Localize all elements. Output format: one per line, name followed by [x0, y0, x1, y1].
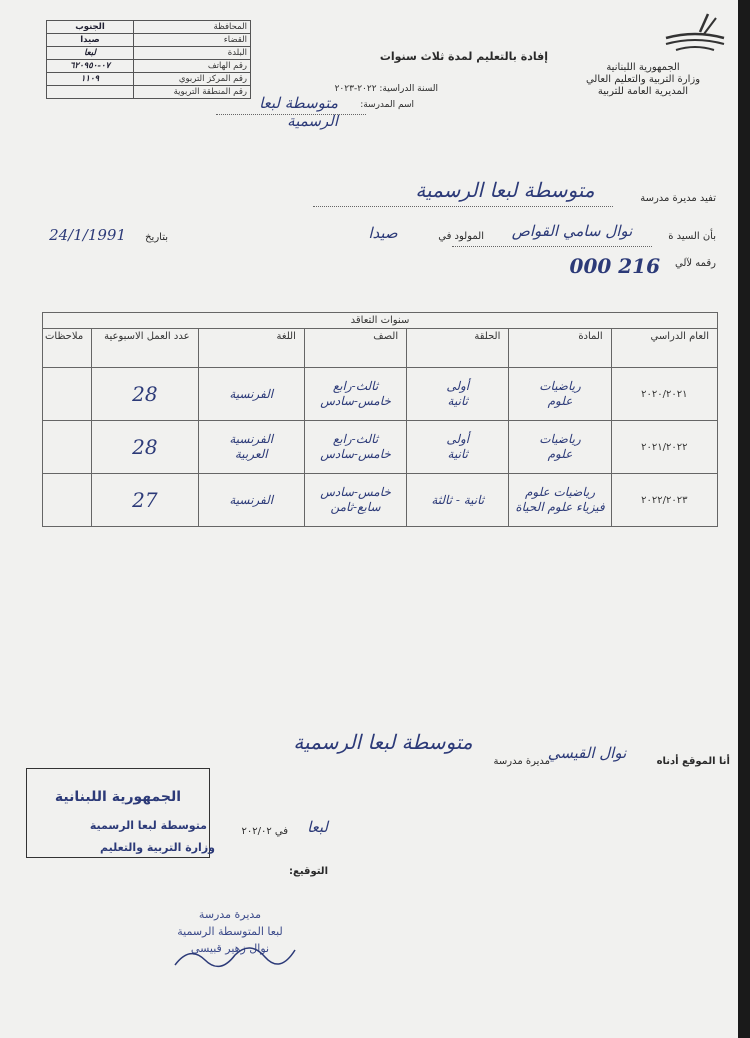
director-school-handwritten: متوسطة لبعا الرسمية [293, 730, 473, 754]
info-value: ١١٠٩ [47, 73, 134, 86]
cell-grade [304, 474, 406, 527]
school-name-line [216, 114, 366, 115]
cell-text: الفرنسية [229, 386, 274, 401]
info-value: ٠٧-٦٢٠٩٥٠ [47, 60, 134, 73]
cell-subject [509, 474, 611, 527]
official-stamp [26, 768, 215, 858]
info-value: صيدا [47, 34, 134, 47]
cell-grade [304, 368, 406, 421]
cell-text: علوم [547, 394, 573, 408]
col-header-grade: الصف [304, 329, 406, 368]
cell-cycle [407, 368, 509, 421]
info-row [47, 86, 251, 99]
cell-year: ٢٠٢٠/٢٠٢١ [611, 368, 717, 421]
info-table [46, 20, 251, 99]
teacher-name-handwritten: نوال سامي القواص [511, 222, 633, 240]
cell-text: الفرنسية [229, 432, 274, 446]
cell-text: رياضيات [539, 379, 581, 393]
footer-date-label: في ٢٠٢/٠٢ [241, 826, 288, 837]
certify-label: تفيد مديرة مدرسة [640, 193, 716, 204]
republic-label: الجمهورية اللبنانية [606, 62, 680, 73]
stamp-line-school: متوسطة لبعا الرسمية [89, 819, 207, 832]
cell-text: سابع-ثامن [330, 500, 381, 514]
date-handwritten: 24/1/1991 [49, 226, 126, 244]
cell-cycle [407, 421, 509, 474]
info-row [47, 21, 251, 34]
contract-years-table [42, 312, 718, 527]
cell-language [198, 368, 304, 421]
cell-language [198, 474, 304, 527]
info-value [47, 86, 134, 99]
name-line [452, 246, 652, 247]
number-handwritten: 216 000 [569, 254, 660, 278]
directorate-label: المديرية العامة للتربية [597, 86, 689, 97]
cell-text: ثانية - ثالثة [431, 492, 485, 507]
date-label: بتاريخ [145, 232, 168, 243]
born-place-handwritten: صيدا [368, 224, 398, 242]
cell-notes [43, 368, 92, 421]
certify-school-handwritten: متوسطة لبعا الرسمية [415, 178, 595, 202]
place-handwritten: لبعا [307, 818, 328, 836]
col-header-language: اللغة [198, 329, 304, 368]
info-value: الجنوب [47, 21, 134, 34]
cell-language [198, 421, 304, 474]
cell-hours: 28 [92, 421, 198, 474]
cell-text: الفرنسية [229, 492, 274, 507]
cell-text: رياضيات [539, 432, 581, 446]
table-row [43, 368, 718, 421]
info-row [47, 73, 251, 86]
seal-line-name: نوال زهير قبيسي [190, 942, 270, 955]
school-name-handwritten: متوسطة لبعا الرسمية [259, 94, 338, 130]
cell-hours: 28 [92, 368, 198, 421]
info-key: المحافظة [134, 21, 251, 34]
col-header-subject: المادة [509, 329, 611, 368]
stamp-line-republic: الجمهورية اللبنانية [54, 789, 182, 805]
cell-text: أولى [446, 379, 470, 393]
ministry-logo-icon [660, 10, 730, 54]
cell-text: العربية [234, 447, 268, 461]
info-value: لبعا [47, 47, 134, 60]
seal-line-school: لبعا المتوسطة الرسمية [177, 925, 283, 938]
col-header-hours: عدد العمل الاسبوعية [92, 329, 198, 368]
info-key: رقم المركز التربوي [134, 73, 251, 86]
cell-cycle [407, 474, 509, 527]
cell-grade [304, 421, 406, 474]
cell-notes [43, 474, 92, 527]
cell-text: ثالث-رابع [332, 379, 379, 393]
table-row [43, 421, 718, 474]
cell-text: خامس-سادس [320, 447, 391, 461]
school-name-label: اسم المدرسة: [360, 100, 414, 110]
info-key: رقم الهاتف [134, 60, 251, 73]
table-caption: سنوات التعاقد [43, 313, 718, 329]
cell-subject [509, 421, 611, 474]
document-title: إفادة بالتعليم لمدة ثلاث سنوات [379, 50, 548, 63]
cell-text: علوم [547, 447, 573, 461]
cell-hours: 27 [92, 474, 198, 527]
certify-line [313, 206, 613, 207]
cell-text: أولى [446, 432, 470, 446]
info-row [47, 60, 251, 73]
cell-text: ثالث-رابع [332, 432, 379, 446]
cell-year: ٢٠٢٢/٢٠٢٣ [611, 474, 717, 527]
cell-text: رياضيات علوم [524, 485, 596, 499]
col-header-cycle: الحلقة [407, 329, 509, 368]
undersigned-handwritten: نوال القيسي [547, 744, 627, 762]
undersigned-label: أنا الموقع أدناه [656, 756, 730, 767]
mr-label: بأن السيد ة [668, 231, 716, 242]
stamp-line-ministry: وزارة التربية والتعليم [100, 841, 215, 854]
cell-text: خامس-سادس [320, 485, 391, 499]
cell-year: ٢٠٢١/٢٠٢٢ [611, 421, 717, 474]
cell-text: خامس-سادس [320, 394, 391, 408]
cell-text: فيزياء علوم الحياة [515, 500, 605, 514]
born-label: المولود في [438, 231, 484, 242]
info-key: القضاء [134, 34, 251, 47]
info-row [47, 47, 251, 60]
number-label: رقمه لآلي [674, 258, 716, 269]
ministry-label: وزارة التربية والتعليم العالي [585, 74, 701, 85]
info-key: البلدة [134, 47, 251, 60]
seal-line-title: مديرة مدرسة [198, 908, 262, 921]
cell-subject [509, 368, 611, 421]
info-key: رقم المنطقة التربوية [134, 86, 251, 99]
signature-label: التوقيع: [289, 866, 328, 877]
director-label: مديرة مدرسة [493, 756, 550, 767]
col-header-year: العام الدراسي [611, 329, 717, 368]
signature-scribble-icon [170, 935, 300, 975]
header-block [568, 62, 718, 98]
info-row [47, 34, 251, 47]
col-header-notes: ملاحظات [43, 329, 92, 368]
cell-text: ثانية [447, 447, 468, 461]
academic-year-label: السنة الدراسية: ٢٠٢٢-٢٠٢٣ [334, 84, 438, 94]
table-row [43, 474, 718, 527]
cell-text: ثانية [447, 394, 468, 408]
cell-notes [43, 421, 92, 474]
